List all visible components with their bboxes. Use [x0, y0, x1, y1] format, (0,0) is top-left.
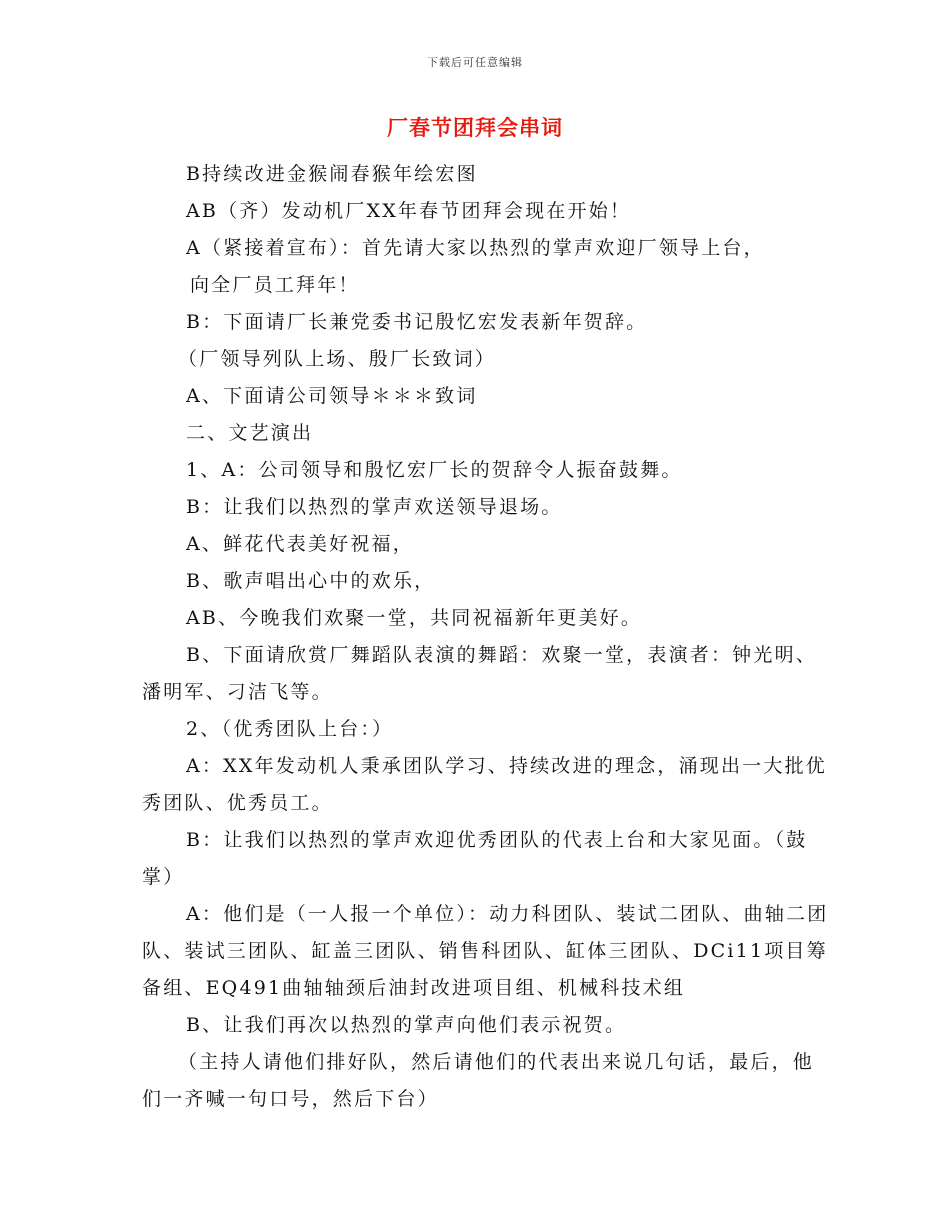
paragraph: AB、今晚我们欢聚一堂，共同祝福新年更美好。	[186, 607, 643, 629]
paragraph: 1、A：公司领导和殷忆宏厂长的贺辞令人振奋鼓舞。	[186, 459, 683, 481]
section-heading: 二、文艺演出	[186, 422, 314, 444]
paragraph: （主持人请他们排好队，然后请他们的代表出来说几句话，最后，他们一齐喊一句口号，然后下台）	[142, 1051, 815, 1110]
paragraph: （厂领导列队上场、殷厂长致词）	[178, 348, 497, 370]
paragraph: B：下面请厂长兼党委书记殷忆宏发表新年贺辞。	[186, 311, 648, 333]
paragraph: A：XX年发动机人秉承团队学习、持续改进的理念，涌现出一大批优秀团队、优秀员工。	[142, 755, 827, 814]
paragraph: B、下面请欣赏厂舞蹈队表演的舞蹈：欢聚一堂，表演者：钟光明、潘明军、刁洁飞等。	[142, 644, 817, 703]
paragraph: A、鲜花代表美好祝福，	[186, 533, 414, 555]
paragraph: A（紧接着宣布）：首先请大家以热烈的掌声欢迎厂领导上台，	[186, 237, 765, 259]
paragraph: 2、（优秀团队上台：）	[186, 718, 394, 740]
paragraph: B、让我们再次以热烈的掌声向他们表示祝贺。	[186, 1014, 627, 1036]
paragraph: B持续改进金猴闹春猴年绘宏图	[186, 163, 478, 185]
paragraph: 向全厂员工拜年！	[190, 274, 360, 296]
page-header-note: 下载后可任意编辑	[427, 56, 523, 69]
paragraph: A、下面请公司领导＊＊＊致词	[186, 385, 478, 407]
document-body	[142, 156, 832, 1118]
paragraph: B、歌声唱出心中的欢乐，	[186, 570, 436, 592]
paragraph: A：他们是（一人报一个单位）：动力科团队、装试二团队、曲轴二团队、装试三团队、缸盖三团队、销售科团队、缸体三团队、DCi11项目筹备组、EQ491曲轴轴颈后油封改进项目组、机械科技术组	[142, 903, 829, 999]
document-title: 厂春节团拜会串词	[387, 115, 563, 140]
paragraph: AB（齐）发动机厂XX年春节团拜会现在开始！	[186, 200, 632, 222]
paragraph: B：让我们以热烈的掌声欢送领导退场。	[186, 496, 563, 518]
paragraph: B：让我们以热烈的掌声欢迎优秀团队的代表上台和大家见面。（鼓掌）	[142, 829, 808, 888]
